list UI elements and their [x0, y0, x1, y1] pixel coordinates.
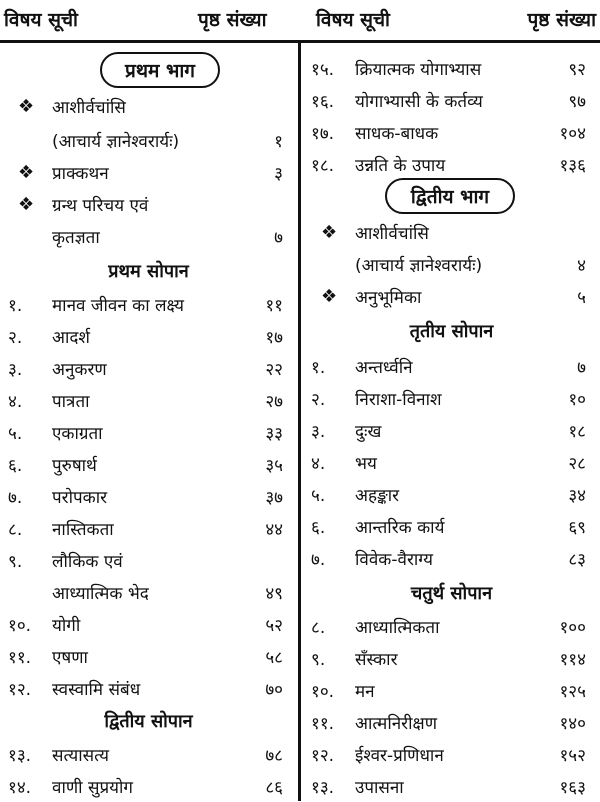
diamond-bullet-icon: ❖	[18, 193, 35, 215]
right-column	[303, 0, 600, 801]
list-item: ११. आत्मनिरीक्षण १४०	[311, 713, 586, 734]
list-item: १३. उपासना १६३	[311, 777, 586, 798]
section-heading: द्वितीय सोपान	[104, 711, 193, 732]
list-item: १०. योगी ५२	[8, 615, 283, 636]
list-item: १०. मन १२५	[311, 681, 586, 702]
column-divider	[298, 40, 301, 801]
list-item: ५. अहङ्कार ३४	[311, 485, 586, 506]
list-item: ४. पात्रता २७	[8, 391, 283, 412]
diamond-bullet-icon: ❖	[321, 285, 338, 307]
list-item: १५. क्रियात्मक योगाभ्यास ९२	[311, 59, 586, 80]
list-item: (आचार्य ज्ञानेश्वरार्यः) ४	[355, 255, 586, 276]
left-page-label: पृष्ठ संख्या	[198, 9, 267, 31]
list-item: ❖ आशीर्वचांसि	[0, 90, 297, 122]
right-col-title: विषय सूची	[316, 9, 390, 31]
list-item: ११. एषणा ५८	[8, 647, 283, 668]
section-heading: प्रथम सोपान	[108, 261, 189, 282]
list-item: १३. सत्यासत्य ७८	[8, 745, 283, 766]
list-item: २. निराशा-विनाश १०	[311, 389, 586, 410]
list-item: आध्यात्मिक भेद ४९	[52, 583, 283, 604]
part-two-heading: द्वितीय भाग	[385, 178, 515, 214]
section-heading: तृतीय सोपान	[409, 321, 494, 342]
list-item: ८. नास्तिकता ४४	[8, 519, 283, 540]
section-heading: चतुर्थ सोपान	[410, 583, 493, 604]
list-item: ७. विवेक-वैराग्य ८३	[311, 549, 586, 570]
list-item: ४. भय २८	[311, 453, 586, 474]
list-item: ❖ ग्रन्थ परिचय एवं	[0, 188, 297, 220]
list-item: २. आदर्श १७	[8, 327, 283, 348]
list-item: ६. आन्तरिक कार्य ६९	[311, 517, 586, 538]
list-item: ❖ अनुभूमिका ५	[303, 280, 600, 312]
list-item: ❖ आशीर्वचांसि	[303, 216, 600, 248]
diamond-bullet-icon: ❖	[18, 95, 35, 117]
list-item: १४. वाणी सुप्रयोग ८६	[8, 777, 283, 798]
list-item: १६. योगाभ्यासी के कर्तव्य ९७	[311, 91, 586, 112]
part-one-heading: प्रथम भाग	[100, 52, 220, 88]
list-item: १. अन्तर्ध्वनि ७	[311, 357, 586, 378]
list-item: ६. पुरुषार्थ ३५	[8, 455, 283, 476]
list-item: ९. लौकिक एवं	[8, 551, 123, 572]
list-item: ८. आध्यात्मिकता १००	[311, 617, 586, 638]
list-item: १२. स्वस्वामि संबंध ७०	[8, 679, 283, 700]
list-item: १. मानव जीवन का लक्ष्य ११	[8, 295, 283, 316]
list-item: ❖ प्राक्कथन ३	[0, 156, 297, 188]
left-col-title: विषय सूची	[4, 9, 78, 31]
right-page-label: पृष्ठ संख्या	[527, 9, 596, 31]
left-column	[0, 0, 297, 801]
list-item: ५. एकाग्रता ३३	[8, 423, 283, 444]
list-item: ३. अनुकरण २२	[8, 359, 283, 380]
list-item: १८. उन्नति के उपाय १३६	[311, 155, 586, 176]
list-item: १२. ईश्वर-प्रणिधान १५२	[311, 745, 586, 766]
list-item: कृतज्ञता ७	[52, 227, 283, 248]
list-item: (आचार्य ज्ञानेश्वरार्यः) १	[52, 131, 283, 152]
diamond-bullet-icon: ❖	[18, 161, 35, 183]
list-item: ३. दुःख १८	[311, 421, 586, 442]
list-item: ९. सँस्कार ११४	[311, 649, 586, 670]
list-item: ७. परोपकार ३७	[8, 487, 283, 508]
list-item: १७. साधक-बाधक १०४	[311, 123, 586, 144]
diamond-bullet-icon: ❖	[321, 221, 338, 243]
